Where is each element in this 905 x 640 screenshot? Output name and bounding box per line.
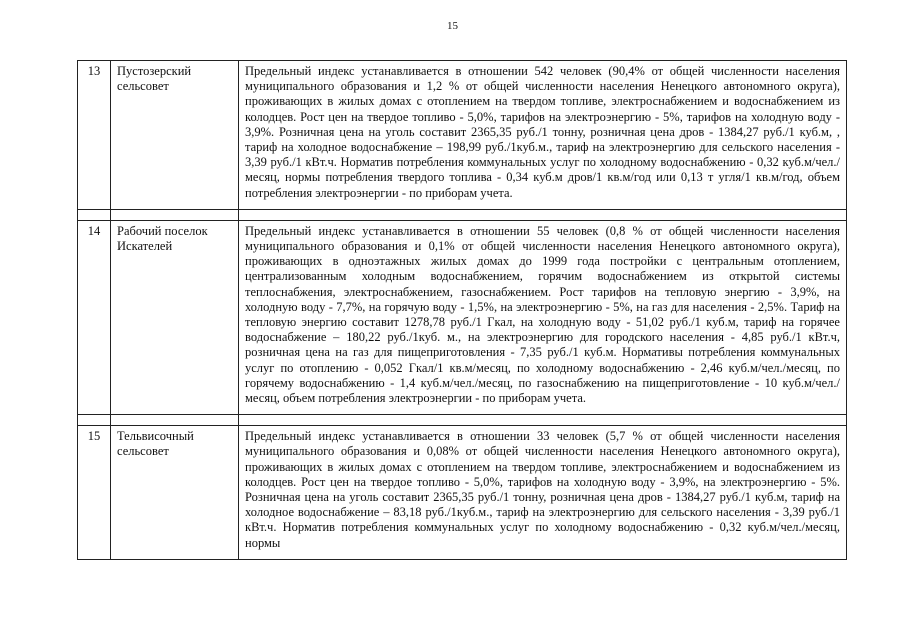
table-row: [78, 61, 847, 210]
spacer-cell: [78, 415, 111, 426]
spacer-cell: [111, 209, 239, 220]
row-number: 15: [78, 426, 111, 560]
spacer-cell: [78, 209, 111, 220]
municipality-name: Тельвисочный сельсовет: [111, 426, 239, 560]
table-row: [78, 426, 847, 560]
row-number: 14: [78, 220, 111, 414]
row-description: Предельный индекс устанавливается в отношении 33 человек (5,7 % от общей численности населения муниципального образования и 0,08% от общей численности населения Ненецкого автономного округа), проживающих в жилых домах с отоплением на твердом топливе, электроснабжением и водоснабжением из колодцев. Рост цен на твердое топливо - 5,0%, тарифов на холодную воду - 3,9%, на электроэнергию - 5%. Розничная цена на уголь составит 2365,35 руб./1 тонну, розничная цена дров - 1384,27 руб./1 куб.м, тариф на холодное водоснабжение – 83,18 руб./1куб.м., тариф на электроэнергию для сельского населения - 3,39 руб./1 кВт.ч. Норматив потребления коммунальных услуг по холодному водоснабжению - 0,32 куб.м/чел./месяц, нормы: [239, 426, 847, 560]
row-description: Предельный индекс устанавливается в отношении 55 человек (0,8 % от общей численности населения муниципального образования и 0,1% от общей численности населения Ненецкого автономного округа), проживающих в одноэтажных жилых домах до 1999 года постройки с центральным отоплением, централизованным холодным водоснабжением, горячим водоснабжением из открытой системы теплоснабжения, электроснабжением, газоснабжением. Рост тарифов на тепловую энергию - 3,9%, на холодную воду - 7,7%, на горячую воду - 1,5%, на электроэнергию - 5%, на газ для населения - 2,5%. Тариф на тепловую энергию составит 1278,78 руб./1 Гкал, на холодную воду - 51,02 руб./1 куб.м, тариф на горячее водоснабжение – 180,22 руб./1куб. м., на электроэнергию для городского населения - 4,85 руб./1 кВт.ч, розничная цена на газ для пищеприготовления - 7,35 руб./1 куб.м. Нормативы потребления коммунальных услуг по отоплению - 0,052 Гкал/1 кв.м/месяц, по холодному водоснабжению - 2,46 куб.м/чел./месяц, по горячему водоснабжению - 1,4 куб.м/чел./месяц, по газоснабжению на пищеприготовление - 10 куб.м/чел./месяц, объем потребления электроэнергии - по приборам учета.: [239, 220, 847, 414]
table-row: [78, 220, 847, 414]
spacer-cell: [239, 415, 847, 426]
row-description: Предельный индекс устанавливается в отношении 542 человек (90,4% от общей численности населения муниципального образования и 1,2 % от общей численности населения Ненецкого автономного округа), проживающих в жилых домах с отоплением на твердом топливе, электроснабжением и водоснабжением из колодцев. Рост цен на твердое топливо - 5,0%, тарифов на электроэнергию - 5%, тарифов на холодную воду - 3,9%. Розничная цена на уголь составит 2365,35 руб./1 тонну, розничная цена дров - 1384,27 руб./1 куб.м, , тариф на холодное водоснабжение – 198,99 руб./1куб.м., тариф на электроэнергию для сельского населения - 3,39 руб./1 кВт.ч. Норматив потребления коммунальных услуг по холодному водоснабжению - 0,32 куб.м/чел./месяц, нормы потребления твердого топлива - 0,34 куб.м дров/1 кв.м/год или 0,13 т угля/1 кв.м/год, объем потребления электроэнергии - по приборам учета.: [239, 61, 847, 210]
spacer-row: [78, 415, 847, 426]
page-number: 15: [447, 20, 458, 32]
spacer-cell: [239, 209, 847, 220]
spacer-cell: [111, 415, 239, 426]
municipality-name: Рабочий поселок Искателей: [111, 220, 239, 414]
tariff-table: [77, 60, 847, 560]
municipality-name: Пустозерский сельсовет: [111, 61, 239, 210]
spacer-row: [78, 209, 847, 220]
row-number: 13: [78, 61, 111, 210]
